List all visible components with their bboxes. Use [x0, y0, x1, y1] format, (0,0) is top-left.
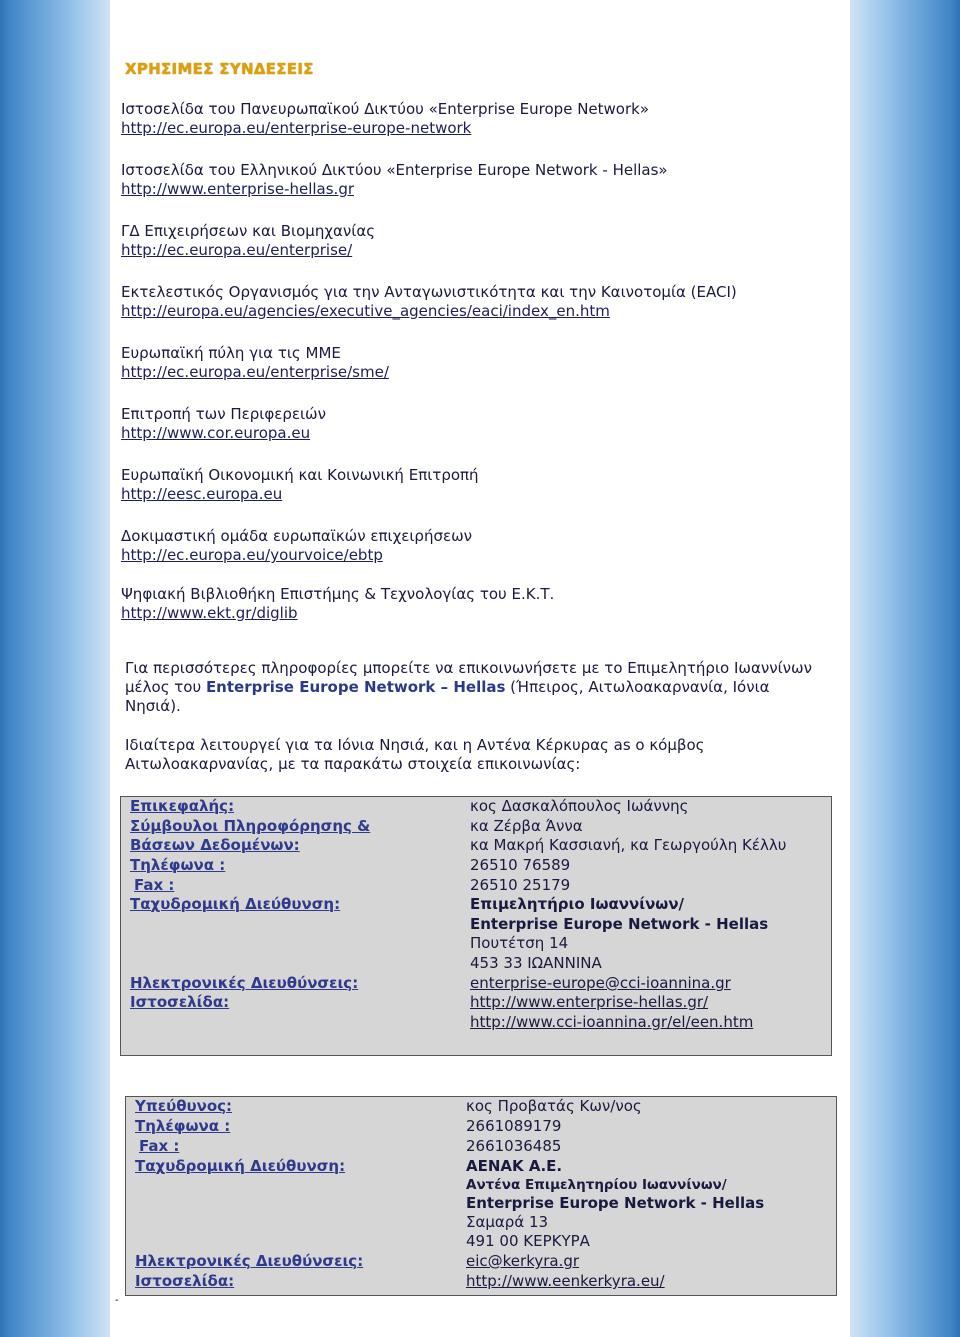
link-title: Ευρωπαϊκή Οικονομική και Κοινωνική Επιτροπή — [121, 466, 479, 484]
email-link[interactable] — [470, 974, 731, 994]
web-link-text[interactable]: http://www.cci-ioannina.gr/el/een.htm — [470, 1013, 754, 1031]
advisors-value: κα Ζέρβα Άννα — [470, 817, 583, 835]
link-url[interactable]: http://ec.europa.eu/yourvoice/ebtp — [121, 546, 383, 564]
link-title: Δοκιμαστική ομάδα ευρωπαϊκών επιχειρήσεων — [121, 527, 473, 545]
link-url[interactable]: http://www.enterprise-hellas.gr — [121, 180, 355, 198]
antenna-paragraph: Ιδιαίτερα λειτουργεί για τα Ιόνια Νησιά, και η Αντένα Κέρκυρας as ο κόμβος Αιτωλοακαρνανίας, με τα παρακάτω στοιχεία επικοινωνίας: — [125, 736, 705, 773]
email-link[interactable] — [466, 1252, 579, 1272]
fax-value: 2661036485 — [466, 1137, 562, 1155]
link-title: Επιτροπή των Περιφερειών — [121, 405, 326, 423]
link-url[interactable]: http://ec.europa.eu/enterprise-europe-network — [121, 119, 472, 137]
advisors-label-line2: Βάσεων Δεδομένων: — [130, 836, 300, 854]
head-value: κος Δασκαλόπουλος Ιωάννης — [470, 797, 689, 815]
link-title: ΓΔ Επιχειρήσεων και Βιομηχανίας — [121, 222, 376, 240]
list-item — [121, 344, 831, 405]
web-link[interactable] — [466, 1272, 665, 1292]
document-page — [110, 0, 850, 1337]
list-item — [121, 405, 831, 466]
network-name: Enterprise Europe Network – Hellas — [205, 678, 506, 696]
list-item — [121, 222, 831, 283]
address-line: Enterprise Europe Network - Hellas — [470, 915, 769, 933]
address-label: Ταχυδρομική Διεύθυνση: — [135, 1157, 346, 1175]
phone-label: Τηλέφωνα : — [135, 1117, 231, 1135]
link-title: Εκτελεστικός Οργανισμός για την Ανταγωνιστικότητα και την Καινοτομία (EACI) — [121, 283, 737, 301]
phone-value: 2661089179 — [466, 1117, 562, 1135]
address-line: Αντένα Επιμελητηρίου Ιωαννίνων/ — [466, 1177, 727, 1193]
head-label: Επικεφαλής: — [130, 797, 235, 815]
email-link-text[interactable]: eic@kerkyra.gr — [466, 1252, 580, 1270]
address-label: Ταχυδρομική Διεύθυνση: — [130, 895, 341, 913]
link-url[interactable]: http://eesc.europa.eu — [121, 485, 283, 503]
web-link[interactable] — [470, 993, 708, 1013]
address-line: ΑΕΝΑΚ Α.Ε. — [466, 1157, 563, 1175]
web-label: Ιστοσελίδα: — [135, 1272, 235, 1290]
link-url[interactable]: http://www.cor.europa.eu — [121, 424, 311, 442]
list-item — [121, 283, 831, 344]
address-line: Επιμελητήριο Ιωαννίνων/ — [470, 895, 685, 913]
head-value: κος Προβατάς Κων/νος — [466, 1097, 642, 1115]
email-link-text[interactable]: enterprise-europe@cci-ioannina.gr — [470, 974, 731, 992]
address-line: 491 00 ΚΕΡΚΥΡΑ — [466, 1232, 590, 1250]
fax-value: 26510 25179 — [470, 876, 571, 894]
left-decorative-band — [0, 0, 110, 1337]
fax-label: Fax : — [134, 876, 175, 894]
link-url[interactable]: http://europa.eu/agencies/executive_agencies/eaci/index_en.htm — [121, 302, 610, 320]
fax-label: Fax : — [139, 1137, 180, 1155]
list-item — [121, 466, 831, 527]
email-label: Ηλεκτρονικές Διευθύνσεις: — [135, 1252, 364, 1270]
link-url[interactable]: http://ec.europa.eu/enterprise/sme/ — [121, 363, 389, 381]
intro-regions: (Ήπειρος, Αιτωλοακαρνανία, Ιόνια Νησιά). — [125, 678, 770, 715]
footer-mark: - — [115, 1295, 119, 1306]
section-heading: ΧΡΗΣΙΜΕΣ ΣΥΝΔΕΣΕΙΣ — [125, 60, 314, 78]
links-list — [121, 100, 831, 646]
advisors-value-line2: κα Μακρή Κασσιανή, κα Γεωργούλη Κέλλυ — [470, 836, 787, 854]
head-label: Υπεύθυνος: — [135, 1097, 233, 1115]
list-item — [121, 100, 831, 161]
list-item — [121, 161, 831, 222]
web-link[interactable] — [470, 1013, 753, 1033]
link-url[interactable]: http://ec.europa.eu/enterprise/ — [121, 241, 353, 259]
list-item — [121, 527, 831, 585]
address-line: Enterprise Europe Network - Hellas — [466, 1194, 765, 1212]
link-title: Ιστοσελίδα του Ελληνικού Δικτύου «Enterprise Europe Network - Hellas» — [121, 161, 668, 179]
advisors-label: Σύμβουλοι Πληροφόρησης & — [130, 817, 371, 835]
link-title: Ευρωπαϊκή πύλη για τις ΜΜΕ — [121, 344, 341, 362]
web-link-text[interactable]: http://www.eenkerkyra.eu/ — [466, 1272, 665, 1290]
link-title: Ψηφιακή Βιβλιοθήκη Επιστήμης & Τεχνολογίας του Ε.Κ.Τ. — [121, 585, 555, 603]
web-label: Ιστοσελίδα: — [130, 993, 230, 1011]
address-line: Πουτέτση 14 — [470, 934, 569, 952]
link-title: Ιστοσελίδα του Πανευρωπαϊκού Δικτύου «Enterprise Europe Network» — [121, 100, 650, 118]
contact-intro-paragraph — [125, 659, 825, 716]
email-label: Ηλεκτρονικές Διευθύνσεις: — [130, 974, 359, 992]
link-url[interactable]: http://www.ekt.gr/diglib — [121, 604, 298, 622]
ioannina-contact-table — [120, 796, 832, 1056]
right-decorative-band — [850, 0, 960, 1337]
address-line: Σαμαρά 13 — [466, 1213, 549, 1231]
phone-label: Τηλέφωνα : — [130, 856, 226, 874]
kerkyra-contact-table — [125, 1096, 837, 1296]
intro-text: Για περισσότερες πληροφορίες μπορείτε να επικοινωνήσετε με το Επιμελητήριο Ιωαννίνων μέλος του — [125, 659, 812, 696]
address-line: 453 33 ΙΩΑΝΝΙΝΑ — [470, 954, 602, 972]
list-item — [121, 585, 831, 646]
phone-value: 26510 76589 — [470, 856, 571, 874]
web-link-text[interactable]: http://www.enterprise-hellas.gr/ — [470, 993, 709, 1011]
